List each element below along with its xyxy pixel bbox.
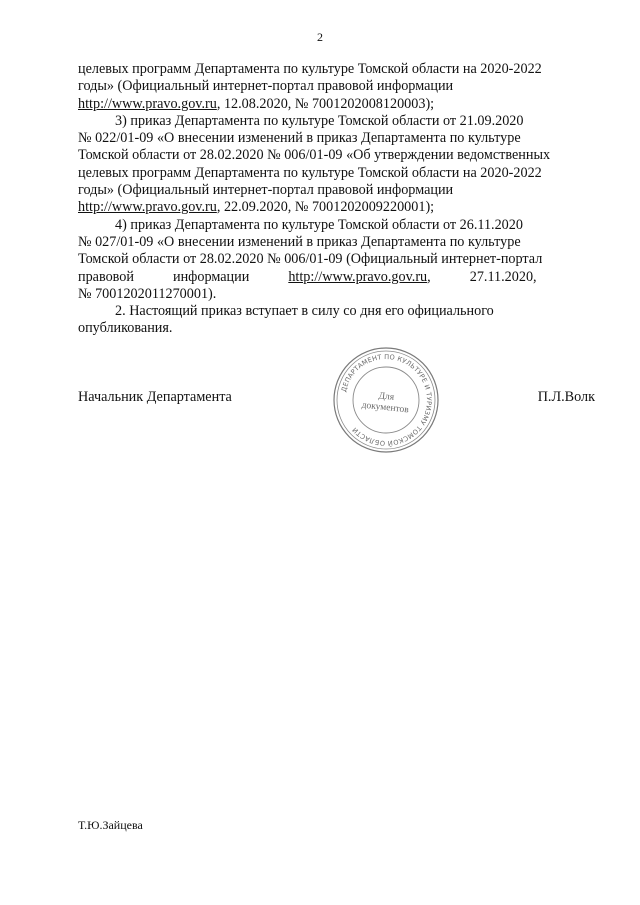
para2-line3: Томской области от 28.02.2020 № 006/01-09 «Об утверждении ведомственных	[78, 147, 551, 164]
page-number: 2	[317, 30, 323, 44]
official-seal	[331, 345, 441, 455]
document-body	[78, 61, 596, 338]
para2-line4: целевых программ Департамента по культуре Томской области на 2020-2022	[78, 164, 542, 181]
seal-center-line2: документов	[361, 400, 410, 416]
para4-line1: 2. Настоящий приказ вступает в силу со дня его официального	[115, 303, 494, 320]
para3-line1: 4) приказ Департамента по культуре Томской области от 26.11.2020	[115, 216, 523, 233]
pravo-link-3[interactable]: http://www.pravo.gov.ru	[288, 268, 428, 285]
executor-name: Т.Ю.Зайцева	[78, 818, 143, 832]
para1-line2: годы» (Официальный интернет-портал правовой информации	[78, 78, 454, 95]
seal-center-line1: Для	[378, 391, 395, 403]
signatory-position: Начальник Департамента	[78, 389, 232, 405]
para3-line4-post: , 27.11.2020,	[427, 268, 537, 285]
para2-line6-rest: , 22.09.2020, № 7001202009220001);	[216, 199, 435, 216]
para3-line4	[78, 269, 596, 286]
signatory-name: П.Л.Волк	[537, 389, 595, 405]
para1-line1: целевых программ Департамента по культуре Томской области на 2020-2022	[78, 61, 542, 77]
para1-line3	[78, 96, 596, 113]
para3-line5: № 7001202011270001).	[78, 285, 217, 302]
para2-line1: 3) приказ Департамента по культуре Томской области от 21.09.2020	[115, 112, 524, 129]
seal-ring-text: ДЕПАРТАМЕНТ ПО КУЛЬТУРЕ И ТУРИЗМУ ТОМСКОЙ ОБЛАСТИ	[339, 352, 434, 448]
para2-line5: годы» (Официальный интернет-портал правовой информации	[78, 182, 454, 199]
para3-line2: № 027/01-09 «О внесении изменений в приказ Департамента по культуре	[78, 233, 521, 250]
para2-line2: № 022/01-09 «О внесении изменений в приказ Департамента по культуре	[78, 130, 521, 147]
para1-line3-rest: , 12.08.2020, № 7001202008120003);	[216, 95, 435, 112]
para2-line6	[78, 199, 596, 216]
para4-line2: опубликования.	[78, 320, 173, 337]
para3-line3: Томской области от 28.02.2020 № 006/01-09 (Официальный интернет-портал	[78, 251, 543, 268]
para3-line4-pre: правовой информации	[78, 268, 289, 285]
pravo-link-1[interactable]: http://www.pravo.gov.ru	[78, 95, 217, 112]
pravo-link-2[interactable]: http://www.pravo.gov.ru	[78, 199, 217, 216]
